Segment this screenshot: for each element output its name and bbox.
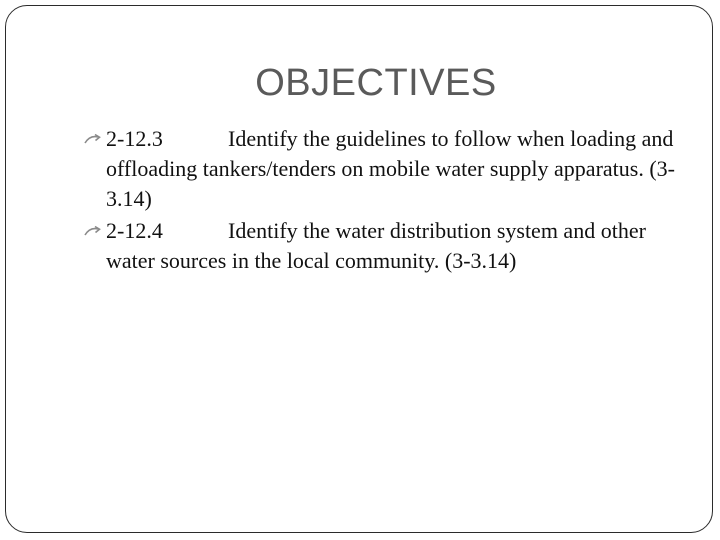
objectives-list [84,124,694,278]
slide-title: OBJECTIVES [255,62,497,104]
objective-text: Identify the water distribution system and other water sources in the local community. (3-3.14) [106,218,646,273]
objective-code: 2-12.3 [106,126,163,151]
objective-item [84,216,694,276]
objective-item [84,124,694,214]
objective-text: Identify the guidelines to follow when loading and offloading tankers/tenders on mobile water supply apparatus. (3-3.14) [106,126,675,211]
slide [5,5,713,533]
curved-arrow-bullet-icon [84,133,102,145]
objective-code: 2-12.4 [106,218,163,243]
curved-arrow-bullet-icon [84,225,102,237]
